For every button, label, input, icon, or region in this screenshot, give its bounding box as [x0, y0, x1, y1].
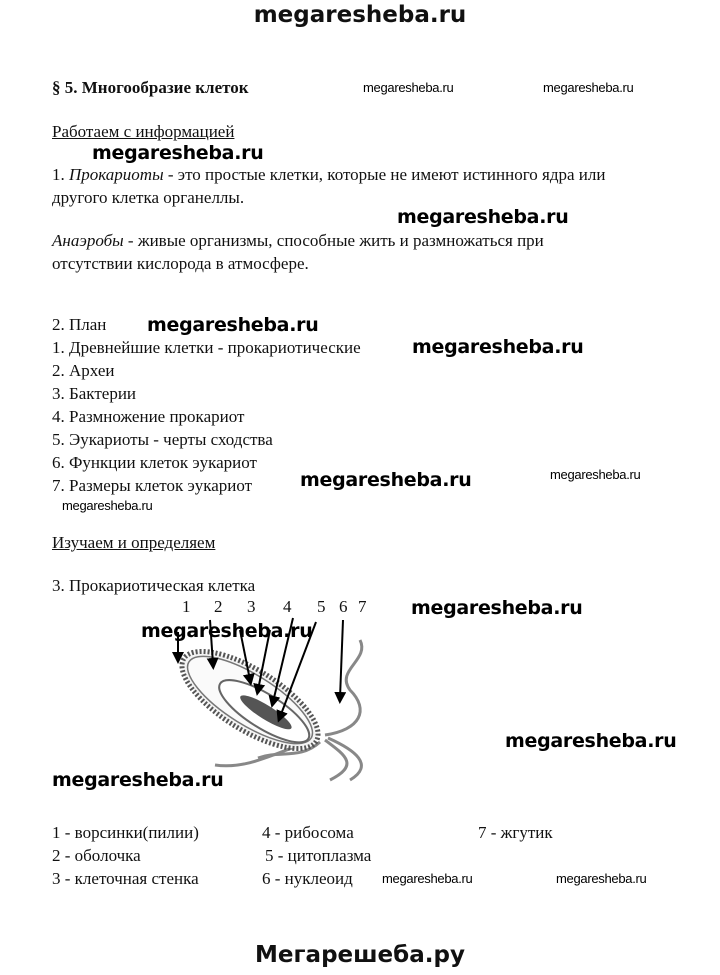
watermark: megaresheba.ru: [300, 469, 472, 491]
figure-number: 4: [283, 597, 292, 616]
plan-item: 7. Размеры клеток эукариот: [52, 476, 253, 495]
legend-item: 7 - жгутик: [478, 823, 553, 842]
figure-number: 3: [247, 597, 256, 616]
watermark: megaresheba.ru: [52, 769, 224, 791]
q1-text: - это простые клетки, которые не имеют истинного ядра или: [163, 165, 606, 184]
q1-term: Прокариоты: [69, 165, 164, 184]
legend-item: 6 - нуклеоид: [262, 869, 353, 888]
watermark: megaresheba.ru: [556, 871, 647, 886]
watermark: megaresheba.ru: [505, 730, 677, 752]
watermark: megaresheba.ru: [92, 142, 264, 164]
watermark: megaresheba.ru: [62, 498, 153, 513]
watermark: megaresheba.ru: [141, 620, 313, 642]
plan-item: 1. Древнейшие клетки - прокариотические: [52, 338, 361, 357]
watermark: megaresheba.ru: [147, 314, 319, 336]
q1b-line2: отсутствии кислорода в атмосфере.: [52, 254, 309, 273]
q1b-text: - живые организмы, способные жить и размножаться при: [123, 231, 544, 250]
figure-number: 2: [214, 597, 223, 616]
q3-label: 3. Прокариотическая клетка: [52, 576, 256, 595]
header-watermark: megaresheba.ru: [253, 2, 467, 28]
q1-line1: [52, 165, 605, 185]
q1-line2: другого клетка органеллы.: [52, 188, 245, 207]
watermark: megaresheba.ru: [411, 597, 583, 619]
legend-item: 4 - рибосома: [262, 823, 354, 842]
q2-label: 2. План: [52, 315, 107, 334]
q1-num: 1.: [52, 165, 69, 184]
figure-number: 5: [317, 597, 326, 616]
section-heading-info: Работаем с информацией: [52, 122, 235, 141]
plan-item: 6. Функции клеток эукариот: [52, 453, 257, 472]
page-title: § 5. Многообразие клеток: [52, 78, 249, 97]
cell-body: [168, 633, 332, 767]
figure-number: 7: [358, 597, 367, 616]
watermark: megaresheba.ru: [397, 206, 569, 228]
legend-item: 1 - ворсинки(пилии): [52, 823, 199, 842]
q1b-term: Анаэробы: [52, 231, 124, 250]
watermark: megaresheba.ru: [543, 80, 634, 95]
watermark: megaresheba.ru: [363, 80, 454, 95]
watermark: megaresheba.ru: [550, 467, 641, 482]
legend-item: 2 - оболочка: [52, 846, 141, 865]
plan-item: 5. Эукариоты - черты сходства: [52, 430, 273, 449]
plan-item: 2. Археи: [52, 361, 115, 380]
watermark: megaresheba.ru: [412, 336, 584, 358]
legend-item: 3 - клеточная стенка: [52, 869, 199, 888]
q1b-line1: [52, 231, 544, 251]
legend-item: 5 - цитоплазма: [265, 846, 372, 865]
watermark: megaresheba.ru: [382, 871, 473, 886]
figure-number: 1: [182, 597, 191, 616]
plan-item: 4. Размножение прокариот: [52, 407, 245, 426]
section-heading-study: Изучаем и определяем: [52, 533, 216, 552]
figure-number: 6: [339, 597, 348, 616]
footer-watermark: Мегарешеба.ру: [255, 942, 465, 968]
plan-item: 3. Бактерии: [52, 384, 137, 403]
